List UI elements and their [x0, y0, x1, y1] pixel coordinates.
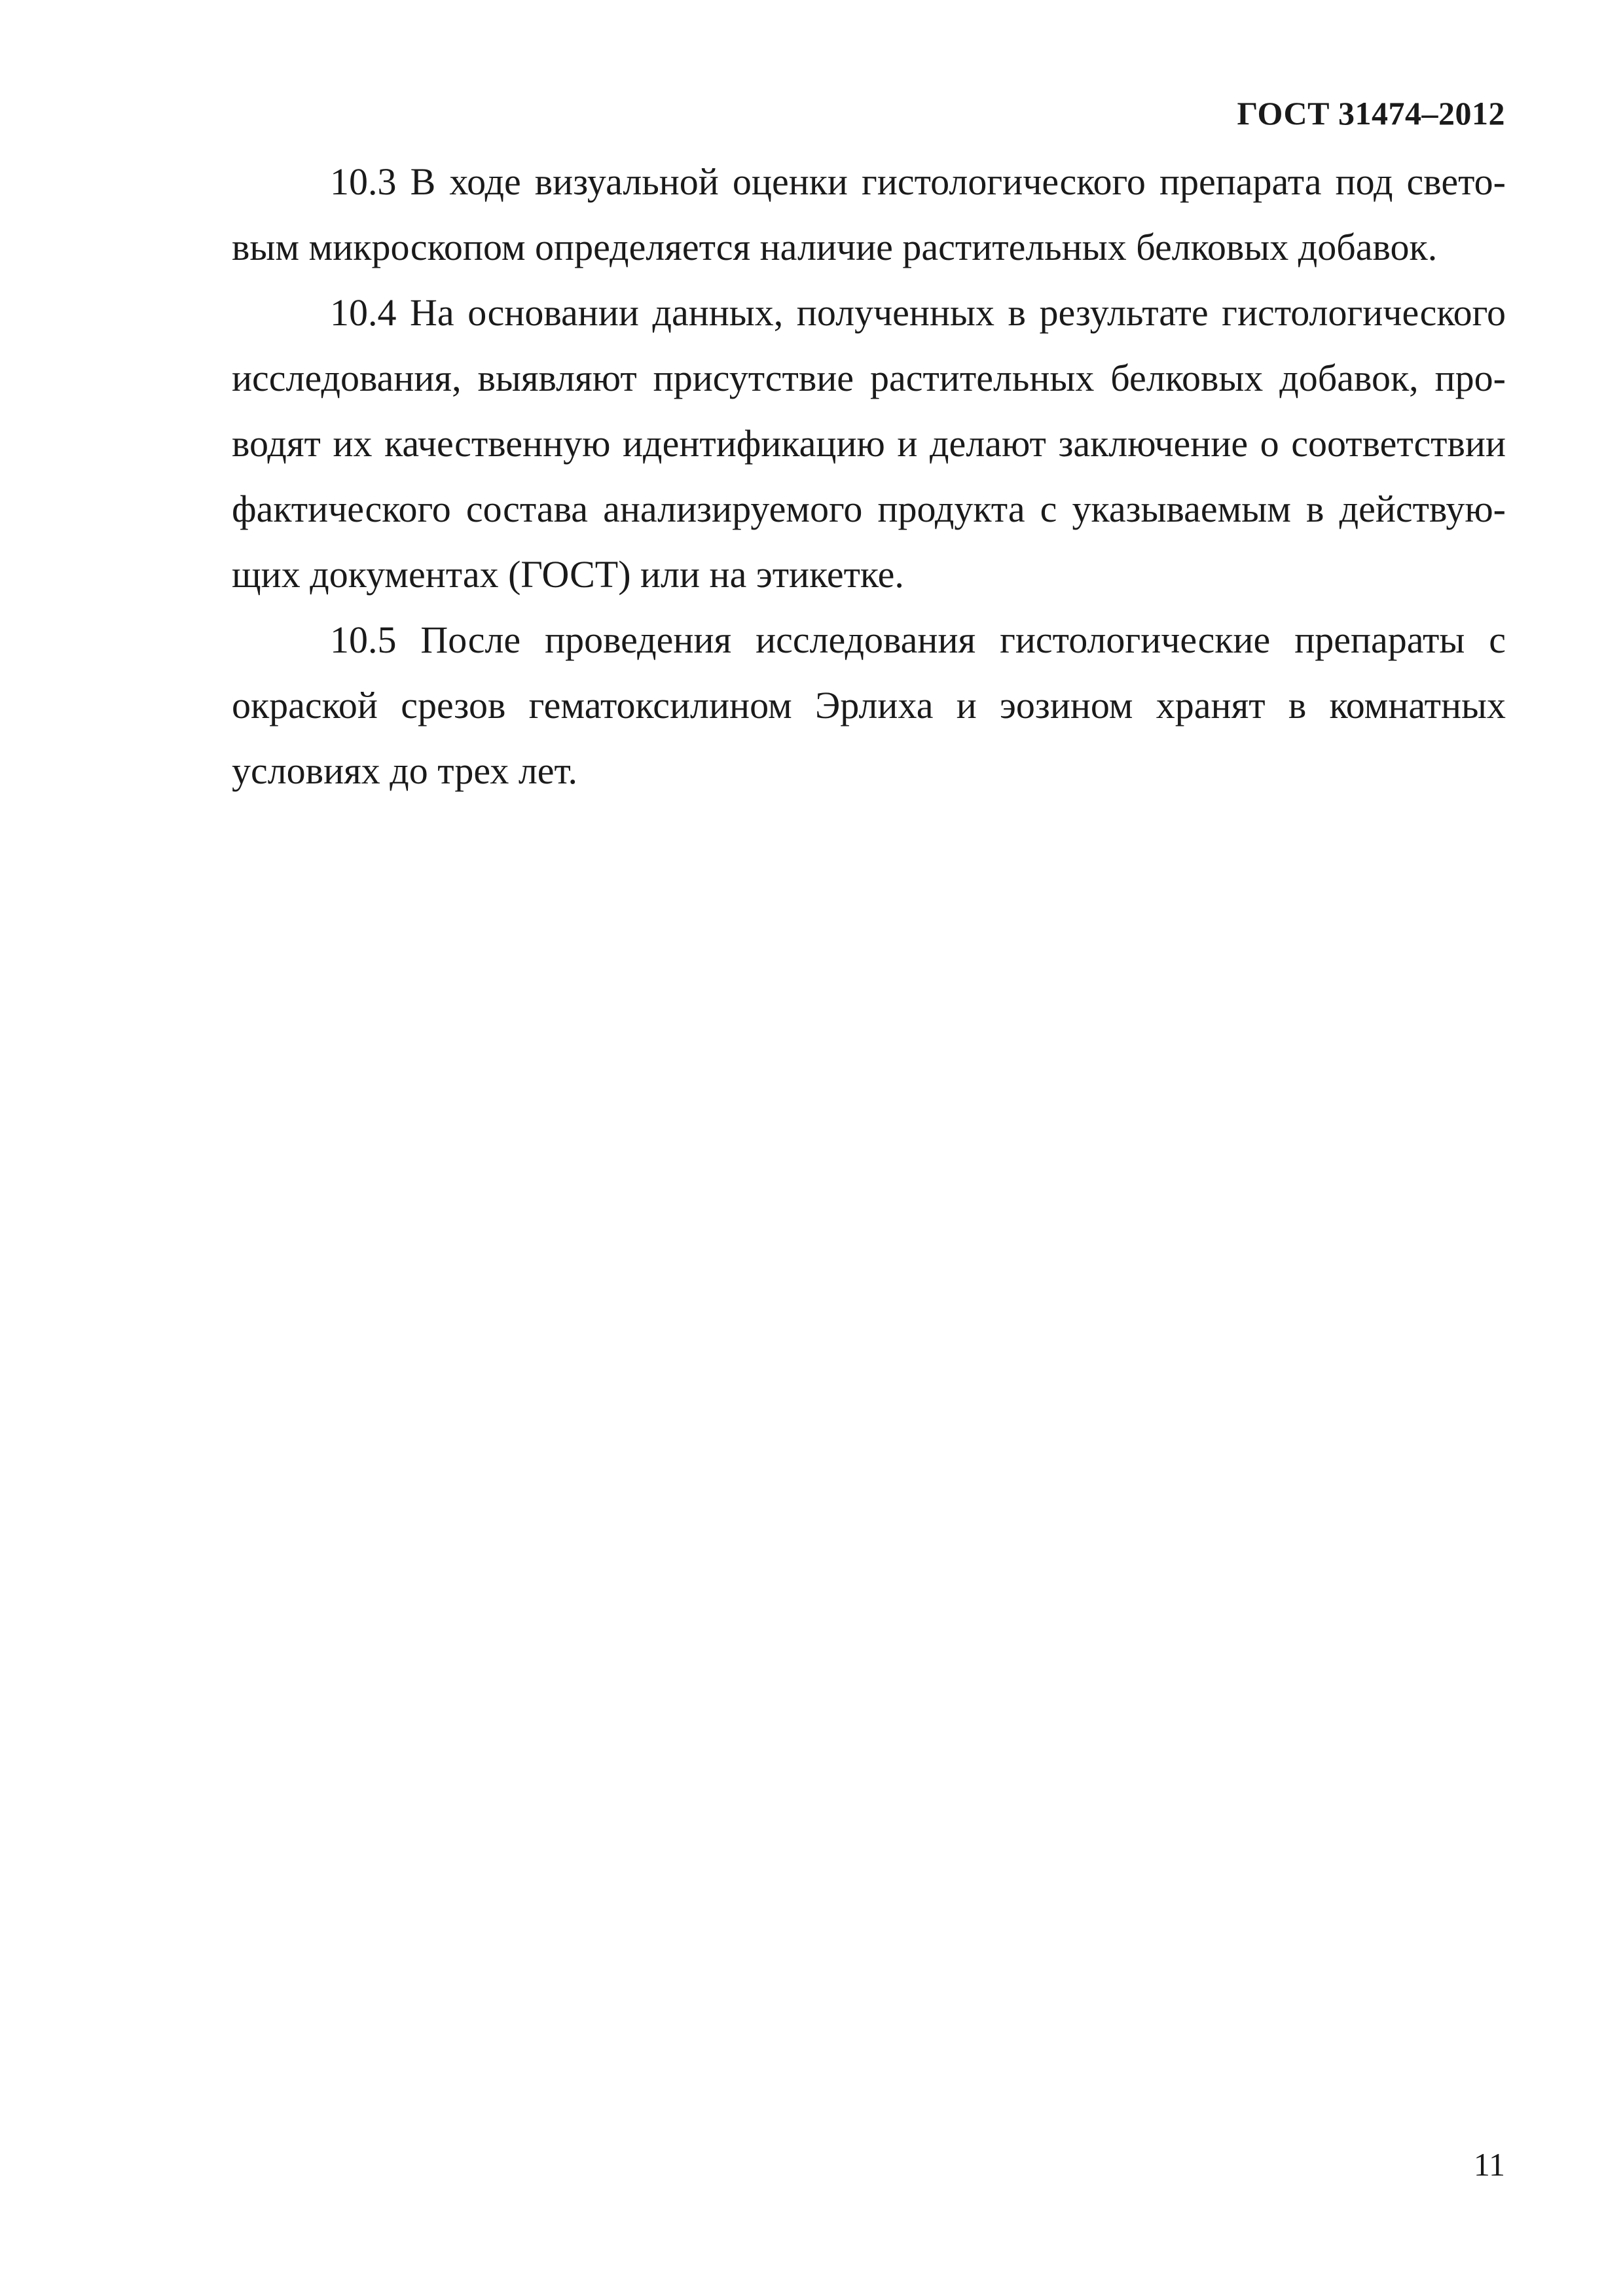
paragraph-10-4: 10.4 На основании данных, полученных в результате гистологического исследования, выявляют присутствие растительных белковых добавок, про-водят их качественную идентификацию и делают заключение о соответствии фактического состава анализируемого продукта с указываемым в действую-щих документах (ГОСТ) или на этикетке. [232, 291, 1506, 596]
document-header-code: ГОСТ 31474–2012 [1237, 95, 1505, 132]
document-body [232, 149, 1506, 804]
page-number: 11 [1473, 2146, 1505, 2183]
paragraph-10-5: 10.5 После проведения исследования гистологические препараты с окраской срезов гематоксилином Эрлиха и эозином хранят в комнатных условиях до трех лет. [232, 619, 1506, 792]
paragraph-10-3: 10.3 В ходе визуальной оценки гистологического препарата под свето-вым микроскопом определяется наличие растительных белковых добавок. [232, 160, 1506, 268]
